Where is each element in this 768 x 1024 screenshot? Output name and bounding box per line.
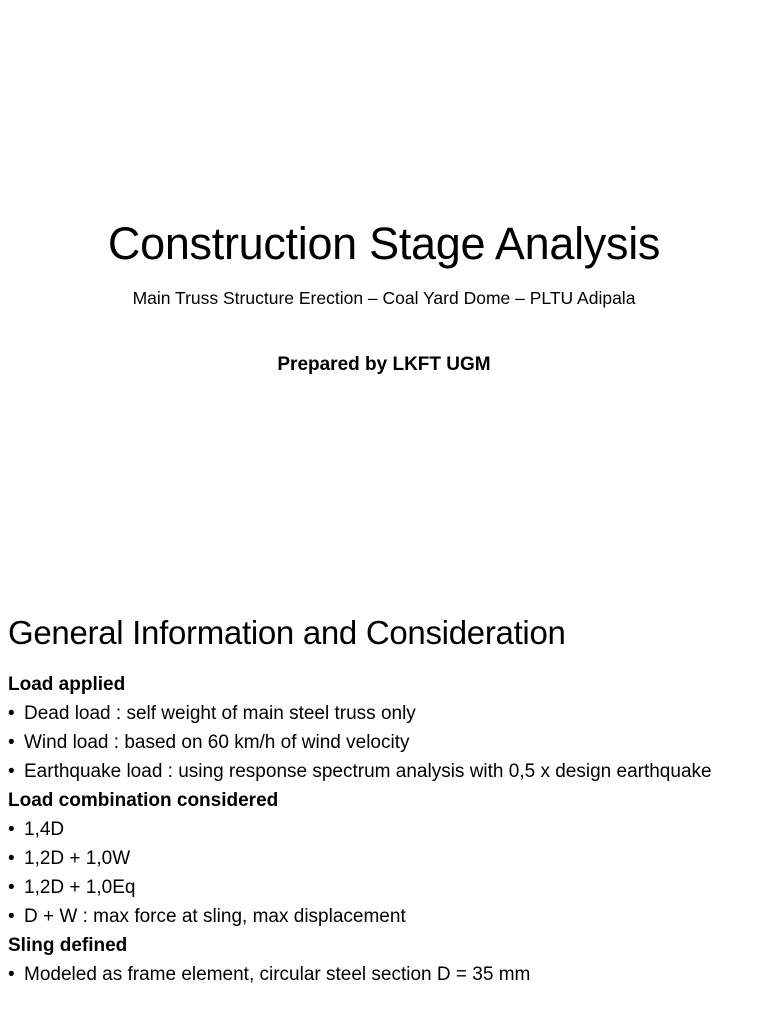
slide-general-information: [0, 576, 768, 1024]
list-item: [8, 757, 748, 786]
bullet-icon: •: [8, 819, 15, 840]
list-item: [8, 902, 748, 931]
list-item: [8, 699, 748, 728]
bullet-icon: •: [8, 877, 15, 898]
bullet-icon: •: [8, 964, 15, 985]
list-item: [8, 873, 748, 902]
bullet-icon: •: [8, 848, 15, 869]
section-heading-load-combination: Load combination considered: [8, 790, 279, 811]
presentation-title: Construction Stage Analysis: [107, 218, 661, 269]
bullet-icon: •: [8, 732, 15, 753]
list-item: [8, 815, 748, 844]
prepared-by: Prepared by LKFT UGM: [277, 354, 491, 375]
list-item-text: Modeled as frame element, circular steel section D = 35 mm: [24, 964, 531, 985]
list-item-text: 1,2D + 1,0W: [24, 848, 131, 869]
list-item-text: Dead load : self weight of main steel truss only: [24, 703, 416, 724]
bullet-icon: •: [8, 906, 15, 927]
section-heading-sling-defined: Sling defined: [8, 935, 128, 956]
list-item-text: Wind load : based on 60 km/h of wind velocity: [24, 732, 410, 753]
list-item: [8, 728, 748, 757]
list-item-text: D + W : max force at sling, max displacement: [24, 906, 406, 927]
list-item: [8, 844, 748, 873]
list-item-text: 1,4D: [24, 819, 65, 840]
slide-heading: General Information and Consideration: [8, 614, 566, 651]
bullet-icon: •: [8, 761, 15, 782]
list-item-text: Earthquake load : using response spectrum analysis with 0,5 x design earthquake: [24, 761, 712, 782]
section-heading-load-applied: Load applied: [8, 674, 126, 695]
list-item: [8, 960, 748, 989]
presentation-subtitle: Main Truss Structure Erection – Coal Yard Dome – PLTU Adipala: [132, 288, 636, 308]
list-item-text: 1,2D + 1,0Eq: [24, 877, 136, 898]
slide-content: [8, 670, 748, 989]
bullet-icon: •: [8, 703, 15, 724]
